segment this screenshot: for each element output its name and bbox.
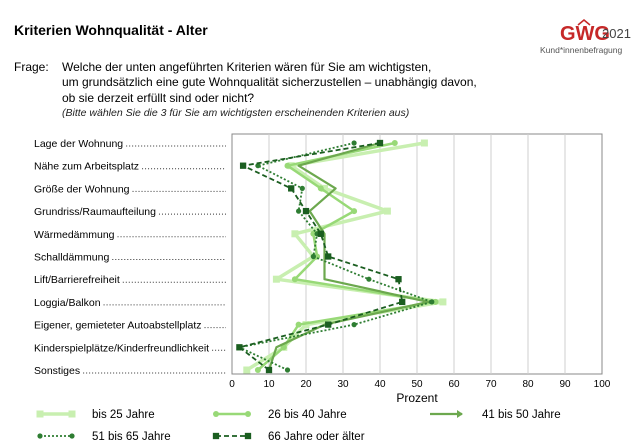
category-label: Nähe zum Arbeitsplatz — [34, 160, 140, 173]
data-point — [266, 367, 272, 373]
legend-marker — [213, 433, 219, 439]
legend-marker — [245, 411, 251, 417]
data-point — [399, 299, 405, 305]
page-title: Kriterien Wohnqualität - Alter — [14, 22, 208, 38]
question-hint: (Bitte wählen Sie die 3 für Sie am wichtigsten erscheinenden Kriterien aus) — [62, 107, 410, 119]
legend-marker — [37, 433, 42, 438]
category-label: Grundriss/Raumaufteilung — [34, 206, 156, 219]
legend-marker — [37, 411, 44, 418]
logo-year: 2021 — [602, 26, 631, 41]
data-point — [352, 322, 357, 327]
legend-label: bis 25 Jahre — [92, 409, 155, 421]
legend-label: 41 bis 50 Jahre — [482, 409, 561, 421]
x-tick-label: 80 — [522, 379, 534, 390]
data-point — [273, 276, 280, 283]
data-point — [318, 231, 324, 237]
series-line — [239, 143, 431, 370]
category-label: Wärmedämmung — [34, 228, 115, 241]
data-point — [296, 322, 302, 328]
data-point — [243, 367, 250, 374]
x-tick-label: 60 — [448, 379, 460, 390]
data-point — [240, 163, 246, 169]
question-line: Welche der unten angeführten Kriterien wären für Sie am wichtigsten, — [62, 60, 432, 74]
data-point — [429, 299, 434, 304]
x-tick-label: 70 — [485, 379, 497, 390]
category-label: Eigener, gemieteter Autoabstellplatz — [34, 319, 202, 332]
question-line: um grundsätzlich eine gute Wohnqualität sicherzustellen – unabhängig davon, — [62, 75, 477, 90]
data-point — [296, 209, 301, 214]
legend-marker — [69, 433, 74, 438]
data-point — [366, 277, 371, 282]
legend-arrow-icon — [457, 410, 463, 418]
data-point — [300, 186, 305, 191]
legend-label: 66 Jahre oder älter — [268, 431, 365, 443]
series-line — [247, 143, 443, 370]
data-point — [288, 186, 294, 192]
data-point — [285, 163, 291, 169]
data-point — [392, 140, 398, 146]
x-tick-label: 40 — [374, 379, 386, 390]
series-line — [239, 143, 402, 370]
x-axis-label: Prozent — [396, 391, 438, 405]
category-label: Schalldämmung — [34, 251, 110, 264]
data-point — [325, 322, 331, 328]
data-point — [285, 367, 290, 372]
x-tick-label: 90 — [559, 379, 571, 390]
data-point — [396, 276, 402, 282]
data-point — [384, 208, 391, 215]
legend-marker — [245, 433, 251, 439]
data-point — [421, 140, 428, 147]
category-label: Lift/Barrierefreiheit — [34, 274, 120, 287]
legend-label: 51 bis 65 Jahre — [92, 431, 171, 443]
data-point — [377, 140, 383, 146]
category-label: Sonstiges — [34, 365, 81, 377]
data-point — [325, 254, 331, 260]
legend-marker — [213, 411, 219, 417]
data-point — [318, 185, 324, 191]
category-label: Kinderspielplätze/Kinderfreundlichkeit — [34, 342, 210, 355]
x-tick-label: 30 — [337, 379, 349, 390]
category-label: Größe der Wohnung — [34, 183, 130, 196]
question-label: Frage: — [14, 60, 49, 74]
logo-text: GWG — [560, 23, 610, 45]
data-point — [352, 140, 357, 145]
data-point — [255, 367, 261, 373]
data-point — [237, 345, 243, 351]
x-tick-label: 50 — [411, 379, 423, 390]
data-point — [291, 230, 298, 237]
data-point — [439, 298, 446, 305]
data-point — [311, 254, 316, 259]
x-tick-label: 0 — [229, 379, 235, 390]
data-point — [351, 208, 357, 214]
legend-marker — [69, 411, 76, 418]
x-tick-label: 10 — [263, 379, 275, 390]
category-label: Loggia/Balkon — [34, 296, 101, 309]
legend-label: 26 bis 40 Jahre — [268, 409, 347, 421]
data-point — [303, 208, 309, 214]
x-tick-label: 20 — [300, 379, 312, 390]
x-tick-label: 100 — [593, 379, 611, 390]
category-label: Lage der Wohnung — [34, 138, 124, 150]
data-point — [292, 276, 298, 282]
logo-subtitle: Kund*innenbefragung — [540, 45, 623, 55]
question-line: ob sie derzeit erfüllt sind oder nicht? — [62, 90, 255, 105]
